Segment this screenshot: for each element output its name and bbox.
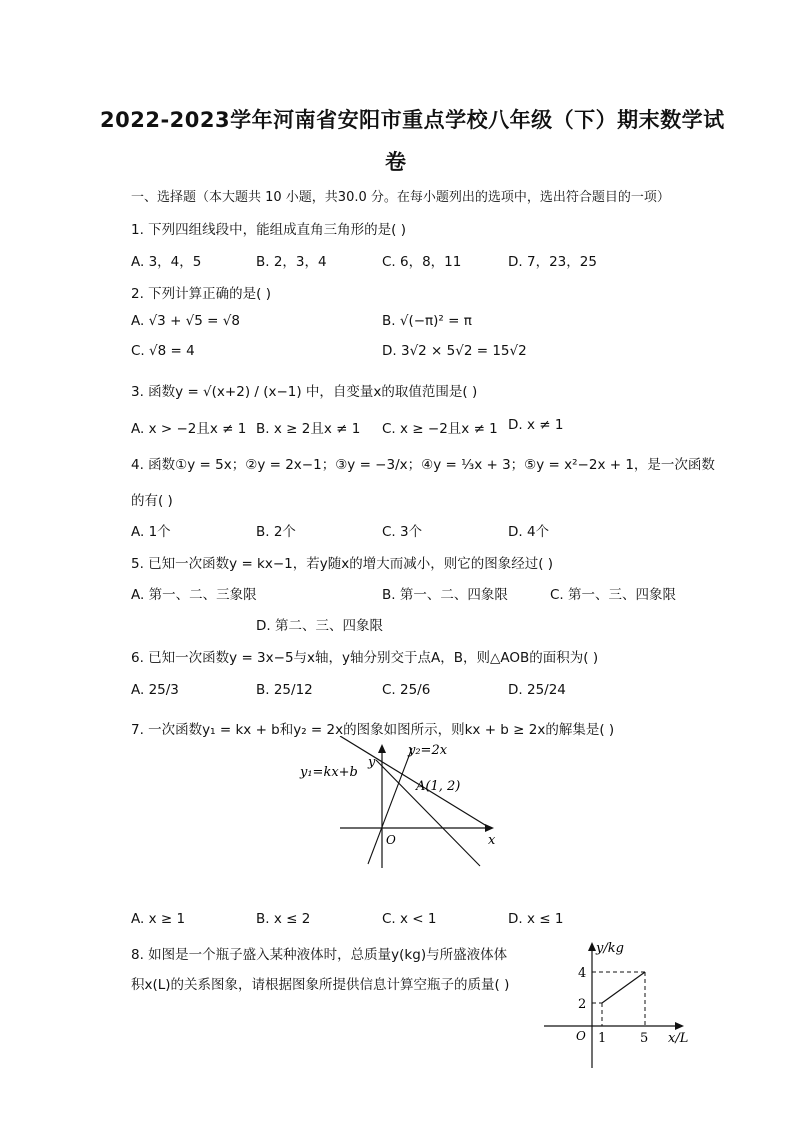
fig8-origin-label: O bbox=[576, 1029, 586, 1043]
q3-option-c: C. x ≥ −2且x ≠ 1 bbox=[382, 421, 498, 437]
fig8-tick-y4: 4 bbox=[578, 966, 587, 981]
q7-option-c: C. x < 1 bbox=[382, 911, 437, 927]
q4-option-a: A. 1个 bbox=[131, 524, 171, 540]
question-8-stem: 8. 如图是一个瓶子盛入某种液体时，总质量y(kg)与所盛液体体 bbox=[131, 947, 508, 963]
fig7-y-axis-label: y bbox=[368, 755, 376, 770]
q7-option-d: D. x ≤ 1 bbox=[508, 911, 564, 927]
page-title: 2022-2023学年河南省安阳市重点学校八年级（下）期末数学试 bbox=[100, 108, 725, 132]
fig7-point-label: A(1, 2) bbox=[416, 779, 461, 794]
section-header: 一、选择题（本大题共 10 小题，共30.0 分。在每小题列出的选项中，选出符合题目的一项） bbox=[131, 190, 670, 205]
fig7-origin-label: O bbox=[386, 833, 396, 847]
question-3-stem: 3. 函数y = √(x+2) / (x−1) 中，自变量x的取值范围是( ) bbox=[131, 384, 478, 400]
q2-option-a: A. √3 + √5 = √8 bbox=[131, 313, 240, 329]
q3-option-b: B. x ≥ 2且x ≠ 1 bbox=[256, 421, 361, 437]
page-title-cont: 卷 bbox=[385, 150, 407, 174]
fig7-y2-label: y₂=2x bbox=[408, 743, 448, 758]
q3-option-a: A. x > −2且x ≠ 1 bbox=[131, 421, 247, 437]
question-8-stem-cont: 积x(L)的关系图象，请根据图象所提供信息计算空瓶子的质量( ) bbox=[131, 977, 510, 993]
fig7-x-arrow bbox=[485, 824, 494, 832]
q7-option-a: A. x ≥ 1 bbox=[131, 911, 186, 927]
question-1-stem: 1. 下列四组线段中，能组成直角三角形的是( ) bbox=[131, 222, 406, 238]
q5-option-d: D. 第二、三、四象限 bbox=[256, 618, 383, 634]
question-6-stem: 6. 已知一次函数y = 3x−5与x轴，y轴分别交于点A，B，则△AOB的面积为( ) bbox=[131, 650, 599, 666]
q5-option-a: A. 第一、二、三象限 bbox=[131, 587, 257, 603]
q2-option-c: C. √8 = 4 bbox=[131, 343, 195, 359]
q1-option-d: D. 7，23，25 bbox=[508, 254, 597, 270]
q5-option-c: C. 第一、三、四象限 bbox=[550, 587, 677, 603]
fig7-y1-label: y₁=kx+b bbox=[300, 765, 358, 780]
figure-8 bbox=[540, 936, 700, 1070]
q4-option-c: C. 3个 bbox=[382, 524, 423, 540]
q2-option-d: D. 3√2 × 5√2 = 15√2 bbox=[382, 343, 527, 359]
q3-option-d: D. x ≠ 1 bbox=[508, 417, 564, 433]
q1-option-b: B. 2，3，4 bbox=[256, 254, 327, 270]
question-2-stem: 2. 下列计算正确的是( ) bbox=[131, 286, 271, 302]
question-5-stem: 5. 已知一次函数y = kx−1，若y随x的增大而减小，则它的图象经过( ) bbox=[131, 556, 554, 572]
fig8-x-axis-label: x/L bbox=[668, 1031, 689, 1046]
q7-option-b: B. x ≤ 2 bbox=[256, 911, 311, 927]
fig8-tick-x1: 1 bbox=[598, 1031, 607, 1046]
q4-option-d: D. 4个 bbox=[508, 524, 550, 540]
fig7-x-axis-label: x bbox=[488, 833, 496, 848]
fig8-x-arrow bbox=[675, 1022, 684, 1030]
q1-option-a: A. 3，4，5 bbox=[131, 254, 202, 270]
figure-7 bbox=[290, 736, 510, 876]
fig8-y-arrow bbox=[588, 942, 596, 951]
q5-option-b: B. 第一、二、四象限 bbox=[382, 587, 508, 603]
q1-option-c: C. 6，8，11 bbox=[382, 254, 462, 270]
fig8-y-axis-label: y/kg bbox=[596, 941, 624, 956]
fig8-tick-y2: 2 bbox=[578, 997, 587, 1012]
question-4-stem: 4. 函数①y = 5x；②y = 2x−1；③y = −3/x；④y = ⅓x + 3；⑤y = x²−2x + 1，是一次函数 bbox=[131, 457, 715, 473]
q6-option-b: B. 25/12 bbox=[256, 682, 313, 698]
q6-option-c: C. 25/6 bbox=[382, 682, 431, 698]
fig8-line bbox=[602, 972, 645, 1003]
q6-option-a: A. 25/3 bbox=[131, 682, 179, 698]
q6-option-d: D. 25/24 bbox=[508, 682, 566, 698]
fig8-tick-x5: 5 bbox=[640, 1031, 649, 1046]
fig7-y-arrow bbox=[378, 744, 386, 753]
q4-option-b: B. 2个 bbox=[256, 524, 296, 540]
question-7-stem: 7. 一次函数y₁ = kx + b和y₂ = 2x的图象如图所示，则kx + b ≥ 2x的解集是( ) bbox=[131, 722, 615, 738]
question-4-stem-cont: 的有( ) bbox=[131, 493, 173, 509]
q2-option-b: B. √(−π)² = π bbox=[382, 313, 472, 329]
